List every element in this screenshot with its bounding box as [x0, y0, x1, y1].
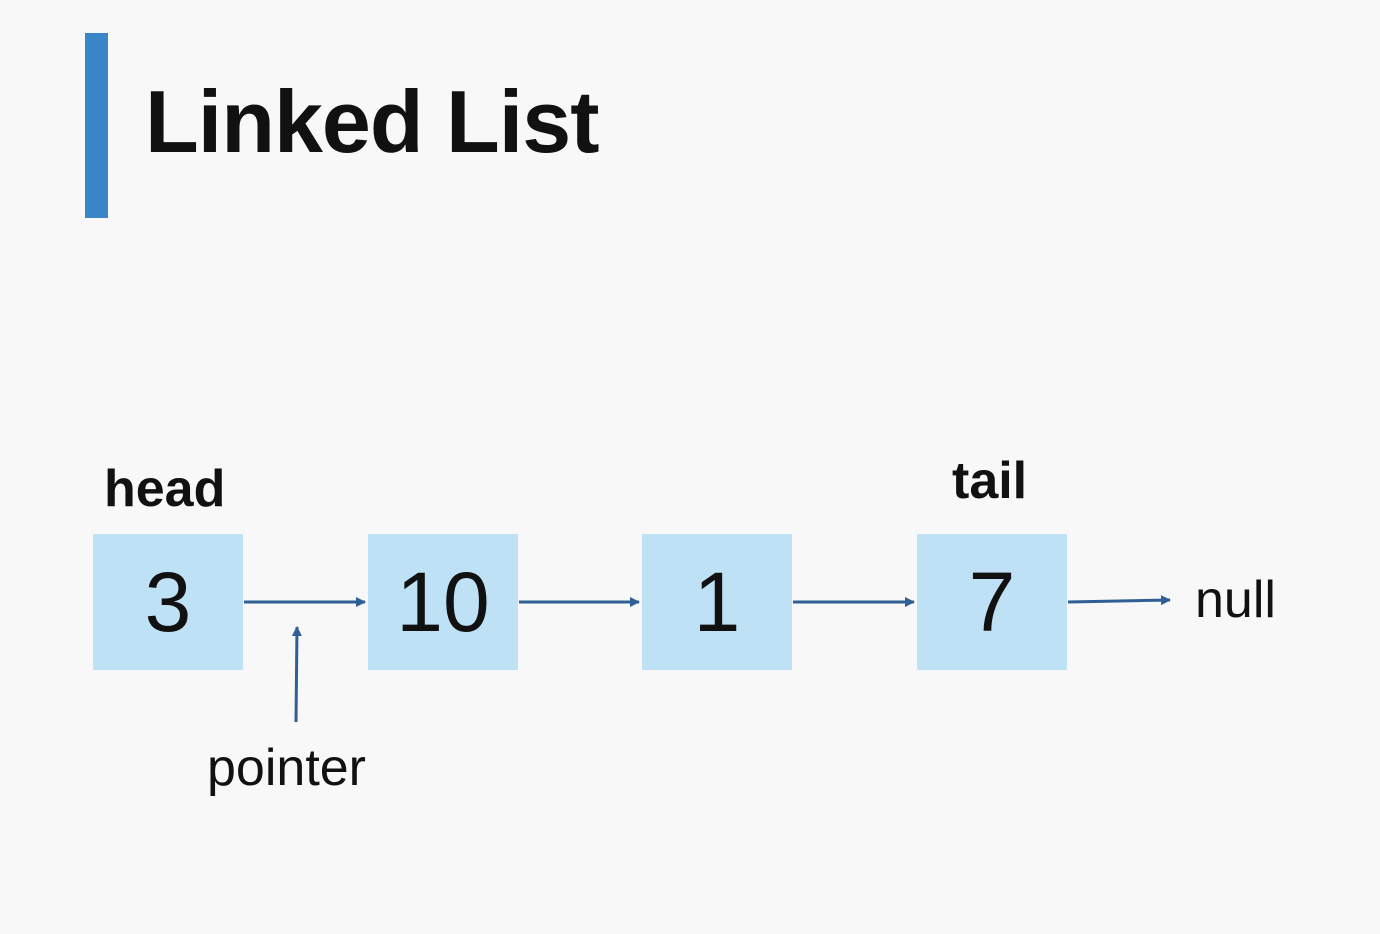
list-node: 10	[368, 534, 518, 670]
pointer-label: pointer	[207, 739, 366, 797]
tail-label: tail	[952, 452, 1028, 510]
list-node: 1	[642, 534, 792, 670]
pointer-callout-arrow	[296, 627, 297, 722]
title-accent-bar	[85, 33, 108, 218]
list-node: 3	[93, 534, 243, 670]
null-pointer-arrow	[1068, 600, 1170, 602]
list-node: 7	[917, 534, 1067, 670]
slide-title: Linked List	[145, 72, 599, 171]
head-label: head	[104, 460, 226, 518]
null-terminal-label: null	[1195, 571, 1276, 629]
